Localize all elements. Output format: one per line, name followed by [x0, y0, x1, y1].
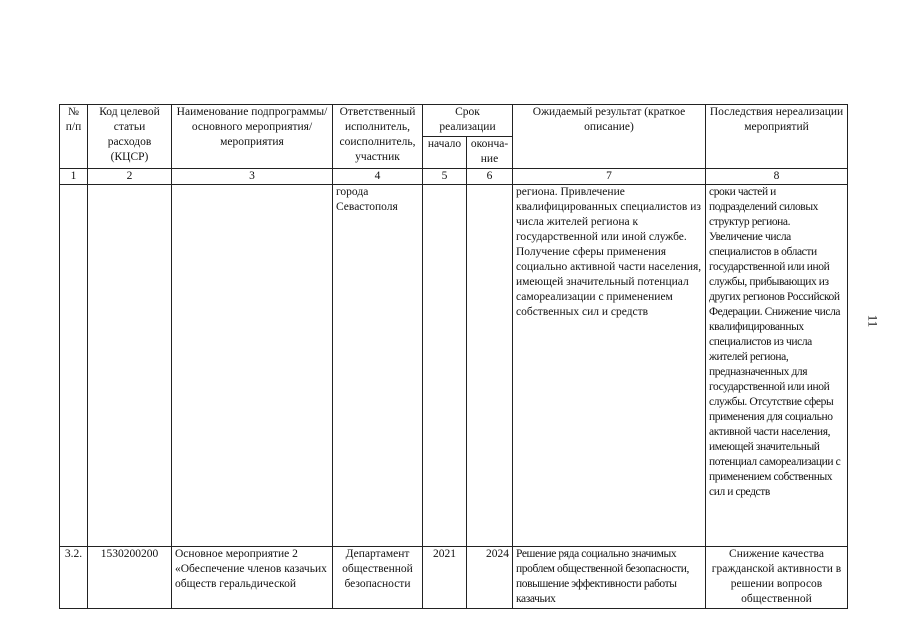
row-result: региона. Привлечение квалифицированных специалистов из числа жителей региона к государственной или иной службе. Получение сферы применения социально активной части населения, имеющей значительный потенциал самореализации с применением собственных сил и средств — [513, 185, 706, 547]
header-number: № п/п — [60, 105, 88, 169]
row-end: 2024 — [467, 547, 513, 609]
row-executor: города Севастополя — [333, 185, 423, 547]
header-name: Наименование подпрограммы/ основного мероприятия/ мероприятия — [172, 105, 333, 169]
header-result: Ожидаемый результат (краткое описание) — [513, 105, 706, 169]
row-name: Основное мероприятие 2 «Обеспечение членов казачьих обществ геральдической — [172, 547, 333, 609]
header-period: Срок реализации — [423, 105, 513, 137]
column-number: 7 — [513, 169, 706, 185]
row-number: 3.2. — [60, 547, 88, 609]
row-name — [172, 185, 333, 547]
row-number — [60, 185, 88, 547]
column-number: 1 — [60, 169, 88, 185]
table-row — [60, 185, 848, 547]
row-consequences: сроки частей и подразделений силовых структур региона. Увеличение числа специалистов в области государственной или иной службы, прибывающих из других регионов Российской Федерации. Снижение числа квалифицированных специалистов из числа жителей региона, предназначенных для государственной или иной службы. Отсутствие сферы применения для социально активной части населения, имеющей значительный потенциал самореализации с применением собственных сил и средств — [706, 185, 848, 547]
table-row — [60, 547, 848, 609]
header-executor: Ответственный исполнитель, соисполнитель, участник — [333, 105, 423, 169]
row-code — [88, 185, 172, 547]
column-number: 3 — [172, 169, 333, 185]
row-start — [423, 185, 467, 547]
header-consequences: Последствия нереализации мероприятий — [706, 105, 848, 169]
row-executor: Департамент общественной безопасности — [333, 547, 423, 609]
header-end: оконча-ние — [467, 137, 513, 169]
column-number: 6 — [467, 169, 513, 185]
row-result: Решение ряда социально значимых проблем общественной безопасности, повышение эффективности работы казачьих — [513, 547, 706, 609]
column-number: 2 — [88, 169, 172, 185]
row-end — [467, 185, 513, 547]
row-code: 1530200200 — [88, 547, 172, 609]
header-code: Код целевой статьи расходов (КЦСР) — [88, 105, 172, 169]
column-number: 8 — [706, 169, 848, 185]
program-table — [59, 104, 848, 609]
row-start: 2021 — [423, 547, 467, 609]
row-consequences: Снижение качества гражданской активности в решении вопросов общественной — [706, 547, 848, 609]
column-number: 5 — [423, 169, 467, 185]
page-number: 11 — [865, 314, 881, 328]
header-start: начало — [423, 137, 467, 169]
column-number: 4 — [333, 169, 423, 185]
